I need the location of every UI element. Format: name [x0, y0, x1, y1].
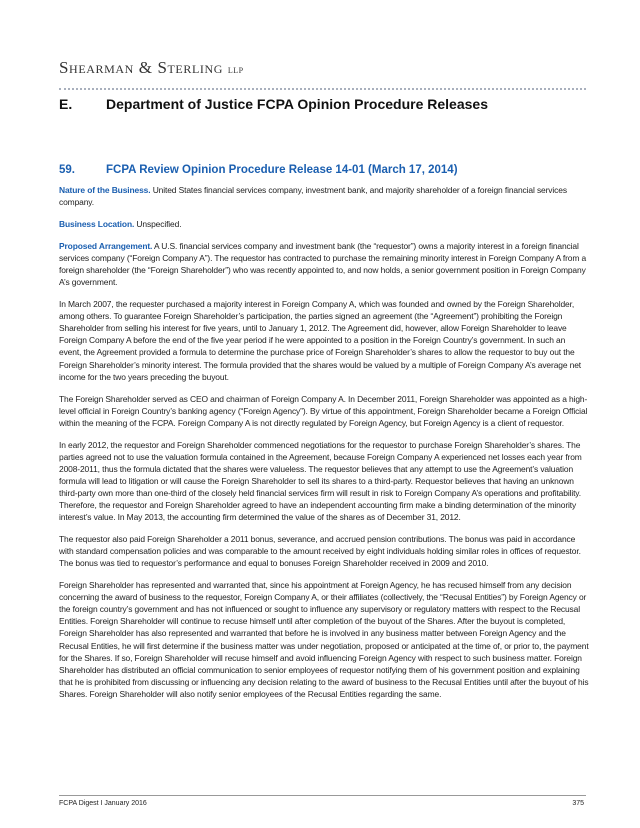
paragraph-location — [59, 218, 589, 230]
firm-logo — [59, 58, 244, 78]
paragraph-label: Nature of the Business. — [59, 185, 151, 195]
paragraph: The requestor also paid Foreign Shareholder a 2011 bonus, severance, and accrued pension contributions. The bonus was paid in accordance with standard compensation policies and was comparable to the amount received by eight individuals holding similar roles in offices of requestor. The bonus was tied to requestor’s performance and equal to bonuses Foreign Shareholder received in 2009 and 2010. — [59, 534, 581, 569]
paragraph-label: Business Location. — [59, 218, 135, 229]
section-number: E. — [59, 96, 73, 112]
section-heading — [59, 96, 488, 112]
subsection-number: 59. — [59, 164, 75, 176]
paragraph: In early 2012, the requestor and Foreign Shareholder commenced negotiations for the requestor to purchase Foreign Shareholder’s shares. The parties agreed not to use the valuation formula contained in the Agreement, because Foreign Company A experienced net losses each year from 2008-2011, thus the formula dictated that the shares were valueless. The requestor believes that any attempt to use the Agreement’s valuation formula will lead to litigation or will cause the Foreign Shareholder to sell its shares to a third-party. Requestor believes that having an unknown third-party own more than one-third of the closely held financial services firm will result in risk to Foreign Company A’s operations and profitability. Therefore, the requestor and Foreign Shareholder agreed to have an independent accounting firm make a binding determination of the minority interest’s value. In May 2013, the accounting firm determined the value of the shares as of December 31, 2012. — [59, 439, 582, 523]
section-title: Department of Justice FCPA Opinion Procedure Releases — [106, 96, 488, 112]
paragraph-text: United States financial services company, investment bank, and majority shareholder of a foreign financial services company. — [59, 185, 567, 208]
paragraph-nature — [59, 184, 589, 208]
subsection-heading — [59, 164, 458, 176]
paragraph: The Foreign Shareholder served as CEO and chairman of Foreign Company A. In December 2011, Foreign Shareholder was appointed as a high-level official in Foreign Country’s banking agency (“Foreign Agency”). By virtue of this appointment, Foreign Shareholder became a Foreign Official within the meaning of the FCPA. Foreign Company A is not directly regulated by Foreign Agency, but Foreign Agency is a client of requestor. — [59, 393, 588, 428]
paragraph-text: A U.S. financial services company and investment bank (the “requestor”) owns a majority interest in a foreign financial services company (“Foreign Company A”). The requestor has contracted to purchase the remaining minority interest in Foreign Company A from a foreign shareholder (the “Foreign Shareholder”) who was recently appointed to, and now holds, a senior government position in Foreign Company A’s government. — [59, 240, 587, 288]
paragraph: In March 2007, the requester purchased a majority interest in Foreign Company A, which was founded and owned by the Foreign Shareholder, among others. To guarantee Foreign Shareholder’s participation, the parties signed an agreement (the “Agreement”) prohibiting the Foreign Shareholder from selling his interest for five years, until to January 1, 2012. The Agreement did, however, allow Foreign Shareholder to leave Foreign Company A before the end of the five year period if he were appointed to a position in the Foreign Country’s government. In such an event, the Agreement provided a formula to determine the purchase price of Foreign Shareholder’s shares to allow the requestor to buy out the Foreign Shareholder’s minority interest. The formula provided that the shares would be valued by a multiple of Foreign Company A’s average net income for the two years preceding the buyout. — [59, 299, 582, 382]
paragraph: Foreign Shareholder has represented and warranted that, since his appointment at Foreign Agency, he has recused himself from any decision concerning the award of business to the requestor, Foreign Company A, or their affiliates (collectively, the “Recusal Entities”) by Foreign Agency or the foreign country’s government and has not influenced or sought to influence any supervisory or regulatory matters with respect to the Recusal Entities. Foreign Shareholder will continue to recuse himself until after completion of the buyout of the Shares. After the buyout is completed, Foreign Shareholder has also represented and warranted that before he is involved in any business matter between Foreign Agency and the Recusal Entities, he will first determine if the business matter was under negotiation, proposed or anticipated at the time of, or prior to, the payment for the Shares. If so, Foreign Shareholder will recuse himself and avoid influencing Foreign Agency with respect to such business matter. Foreign Shareholder has distributed an official communication to senior employees of requestor notifying them of his government position and explaining that he is prohibited from discussing or influencing any decision relating to the award of business to the Recusal Entities until after the buyout of his Shares. Foreign Shareholder will also notify senior employees of the Recusal Entities regarding the same. — [59, 580, 589, 699]
paragraph-label: Proposed Arrangement. — [59, 240, 153, 251]
footer-title: FCPA Digest I January 2016 — [59, 800, 147, 807]
paragraph-arrangement — [59, 240, 589, 288]
footer-divider — [59, 795, 586, 796]
document-body — [59, 184, 589, 710]
logo-suffix: LLP — [227, 66, 244, 75]
header-divider — [59, 88, 586, 90]
page-number: 375 — [572, 800, 584, 807]
paragraph-text: Unspecified. — [134, 218, 182, 229]
logo-text: Shearman & Sterling — [59, 58, 224, 77]
subsection-title: FCPA Review Opinion Procedure Release 14-01 (March 17, 2014) — [106, 164, 458, 176]
